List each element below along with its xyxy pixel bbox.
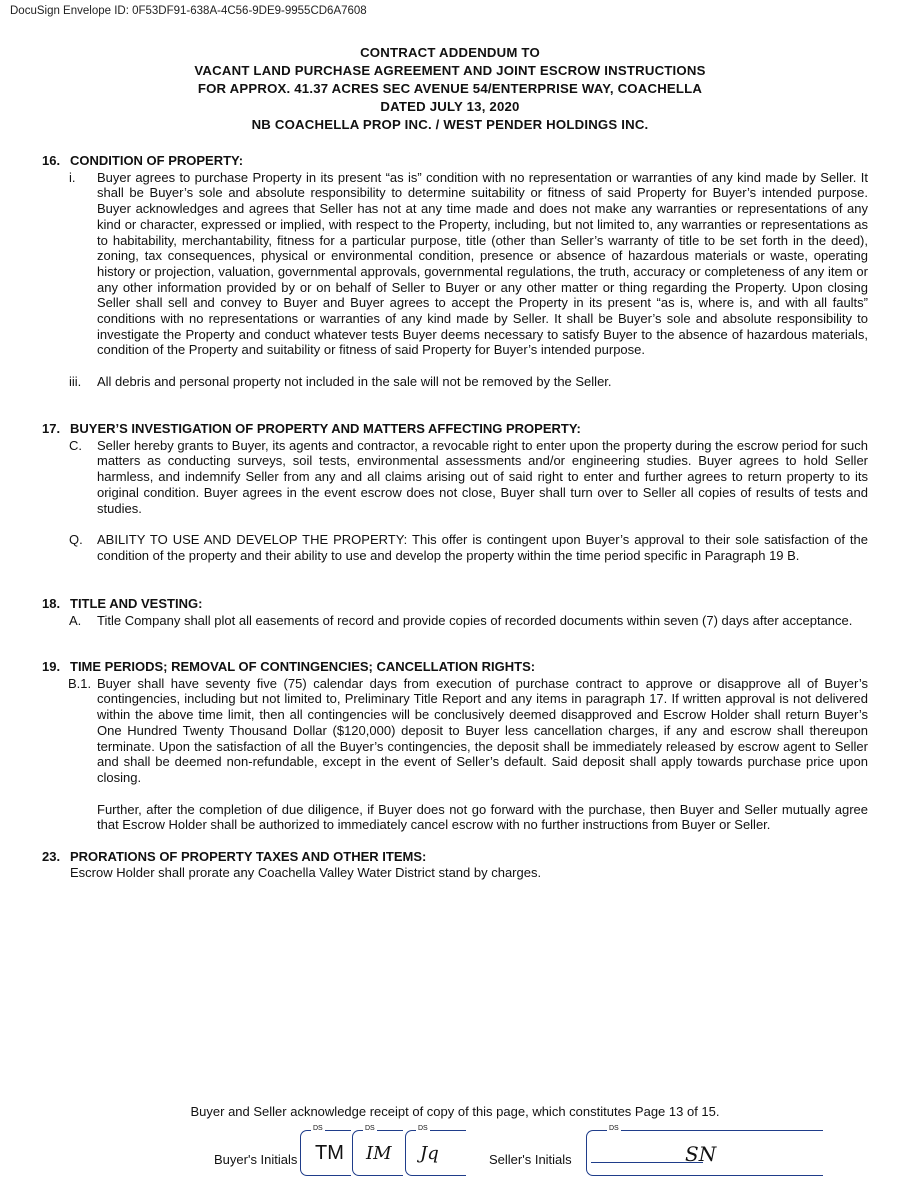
clause-marker: B.1. [68, 675, 92, 691]
title-line: NB COACHELLA PROP INC. / WEST PENDER HOLDINGS INC. [251, 117, 649, 132]
docusign-tag: DS [609, 1125, 619, 1132]
title-line: DATED JULY 13, 2020 [380, 99, 520, 114]
initial-value: Jq [420, 1143, 439, 1164]
section-23 [42, 849, 868, 880]
envelope-id: DocuSign Envelope ID: 0F53DF91-638A-4C56-9DE9-9955CD6A7608 [10, 5, 367, 17]
clause-continuation: Further, after the completion of due diligence, if Buyer does not go forward with the purchase, then Buyer and Seller mutually agree that Escrow Holder shall be authorized to immediately cancel escrow with no further instructions from Buyer or Seller. [97, 801, 868, 833]
seller-initials-label: Seller's Initials [489, 1152, 572, 1167]
title-line: VACANT LAND PURCHASE AGREEMENT AND JOINT ESCROW INSTRUCTIONS [194, 63, 706, 78]
buyer-initial-field[interactable] [352, 1125, 403, 1176]
initials-row [0, 1125, 900, 1180]
clause-text: Buyer agrees to purchase Property in its present “as is” condition with no representation or warranties of any kind made by Seller. It shall be Buyer’s sole and absolute responsibility to determine suitability or fitness of said Property for Buyer’s intended purpose. Buyer acknowledges and agrees that Seller has not at any time made and does not make any warranties or representations of any kind or character, expressed or implied, with respect to the Property, including, but not limited to, any warranties or representations as to habitability, merchantability, fitness for a particular purpose, title (other than Seller’s warranty of title to be set forth in the deed), zoning, tax consequences, physical or environmental condition, presence or absence of hazardous materials or waste, operating history or projection, valuation, governmental approvals, governmental regulations, the truth, accuracy or completeness of any item or any other information provided by or on behalf of Seller to Buyer or any other matter or thing regarding the Property. Upon closing Seller shall sell and convey to Buyer and Buyer agrees to accept the Property in its present “as is, where is, and with all faults” conditions with no representations or warranties of any kind made by Seller. It shall be Buyer’s sole and absolute responsibility to investigate the Property and conduct whatever tests Buyer deems necessary to satisfy Buyer to the absence of hazardous materials, condition of the Property and suitability or fitness of said Property for Buyer’s intended purpose. [97, 169, 868, 358]
section-heading: 16. CONDITION OF PROPERTY: [42, 153, 244, 168]
clause-item [42, 613, 868, 629]
clause-marker: A. [69, 612, 82, 628]
docusign-tag: DS [418, 1125, 428, 1132]
clause-text: Title Company shall plot all easements of record and provide copies of recorded documents within seven (7) days after acceptance. [97, 612, 853, 628]
buyer-initials-label: Buyer's Initials [214, 1152, 298, 1167]
section-heading: 19. TIME PERIODS; REMOVAL OF CONTINGENCIES; CANCELLATION RIGHTS: [42, 659, 536, 674]
clause-item [42, 438, 868, 517]
docusign-tag: DS [365, 1125, 375, 1132]
section-17 [42, 421, 868, 564]
clause-item [42, 374, 868, 390]
title-line: CONTRACT ADDENDUM TO [360, 45, 540, 60]
clause-text: All debris and personal property not included in the sale will not be removed by the Seller. [97, 374, 612, 390]
buyer-initial-field[interactable] [300, 1125, 351, 1176]
clause-marker: Q. [69, 532, 83, 548]
clause-text: Seller hereby grants to Buyer, its agents and contractor, a revocable right to enter upon the property during the escrow period for such matters as conducting surveys, soil tests, environmental assessments and/or engineering studies. Buyer agrees to hold Seller harmless, and indemnify Seller from any and all claims arising out of said right to enter and further agrees to return property to its original condition. Buyer agrees in the event escrow does not close, Buyer shall turn over to Seller all copies of results of tests and studies. [97, 437, 868, 516]
section-heading: 23. PRORATIONS OF PROPERTY TAXES AND OTHER ITEMS: [42, 849, 427, 864]
clause-text: Buyer shall have seventy five (75) calendar days from execution of purchase contract to approve or disapprove all of Buyer’s contingencies, including but not limited to, Preliminary Title Report and any items in paragraph 17. If written approval is not delivered within the above time limit, then all contingencies will be conclusively deemed disapproved and Escrow Holder shall return Buyer’s One Hundred Twenty Thousand Dollar ($120,000) deposit to Buyer less cancellation charges, if any and escrow shall thereupon terminate. Upon the satisfaction of all the Buyer’s contingencies, the deposit shall be immediately released by escrow agent to Seller and shall be deemed non-refundable, except in the event of Seller’s default. Said deposit shall apply towards purchase price upon closing. [97, 675, 868, 785]
docusign-tag: DS [313, 1125, 323, 1132]
section-16 [42, 153, 868, 390]
section-19 [42, 659, 868, 833]
clause-item [42, 676, 868, 786]
section-heading: 17. BUYER’S INVESTIGATION OF PROPERTY AND MATTERS AFFECTING PROPERTY: [42, 421, 581, 436]
title-line: FOR APPROX. 41.37 ACRES SEC AVENUE 54/ENTERPRISE WAY, COACHELLA [197, 81, 703, 96]
clause-item [42, 532, 868, 563]
clause-marker: i. [69, 169, 76, 185]
section-heading: 18. TITLE AND VESTING: [42, 596, 203, 611]
initial-value: TM [315, 1142, 344, 1164]
seller-initial-field[interactable] [586, 1125, 823, 1176]
section-text: Escrow Holder shall prorate any Coachella Valley Water District stand by charges. [70, 864, 542, 880]
clause-marker: C. [69, 437, 82, 453]
initial-value: IM [366, 1143, 392, 1164]
buyer-initial-field[interactable] [405, 1125, 466, 1176]
initial-value: SN [685, 1142, 717, 1166]
clause-item [42, 170, 868, 358]
section-18 [42, 596, 868, 628]
clause-text: ABILITY TO USE AND DEVELOP THE PROPERTY: This offer is contingent upon Buyer’s approval to their sole satisfaction of the condition of the property and their ability to use and develop the property within the time period specific in Paragraph 19 B. [97, 532, 868, 563]
clause-marker: iii. [69, 374, 82, 390]
page-acknowledgement: Buyer and Seller acknowledge receipt of copy of this page, which constitutes Page 13 of 15. [190, 1104, 720, 1119]
document-title [0, 44, 900, 134]
